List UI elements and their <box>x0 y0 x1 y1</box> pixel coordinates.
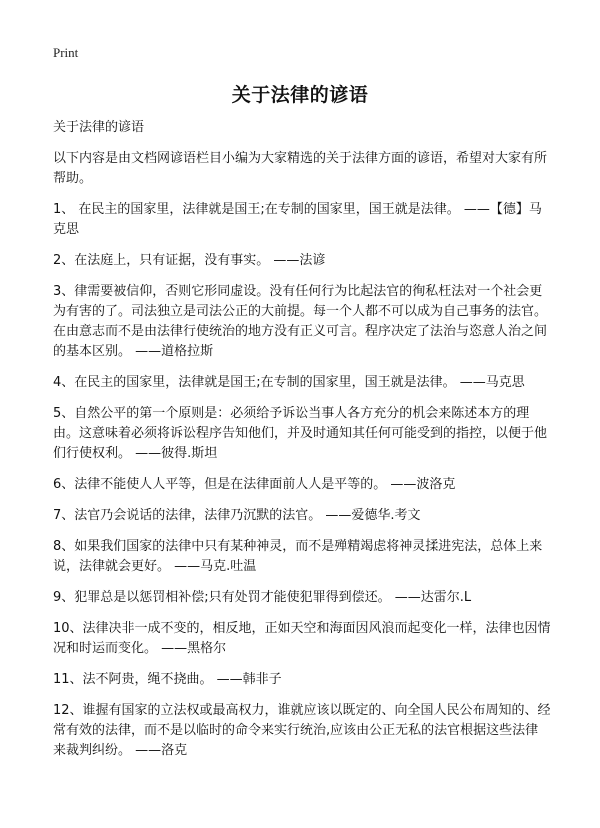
quote-paragraph-5: 5、自然公平的第一个原则是：必须给予诉讼当事人各方充分的机会来陈述本方的理由。这意味着必须将诉讼程序告知他们，并及时通知其任何可能受到的指控，以便于他们行使权利。 ——彼得.斯坦 <box>53 406 548 461</box>
quote-paragraph-8: 8、如果我们国家的法律中只有某种神灵，而不是殚精竭虑将神灵揉进宪法，总体上来说，法律就会更好。 ——马克.吐温 <box>53 539 543 574</box>
article-body <box>53 118 551 772</box>
intro-paragraph: 以下内容是由文档网谚语栏目小编为大家精选的关于法律方面的谚语，希望对大家有所帮助。 <box>53 151 548 186</box>
article-subtitle: 关于法律的谚语 <box>53 120 145 135</box>
quote-paragraph-11: 11、法不阿贵，绳不挠曲。 ——韩非子 <box>53 672 282 687</box>
quote-paragraph-10: 10、法律决非一成不变的，相反地，正如天空和海面因风浪而起变化一样，法律也因情况和时运而变化。 ——黑格尔 <box>53 621 551 656</box>
quote-paragraph-7: 7、法官乃会说话的法律，法律乃沉默的法官。 ——爱德华.考文 <box>53 508 421 523</box>
quote-paragraph-2: 2、在法庭上，只有证据，没有事实。 ——法谚 <box>53 253 326 268</box>
quote-paragraph-3: 3、律需要被信仰，否则它形同虚设。没有任何行为比起法官的徇私枉法对一个社会更为有害的了。司法独立是司法公正的大前提。每一个人都不可以成为自己事务的法官。在由意志而不是由法律行使统治的地方没有正义可言。程序决定了法治与恣意人治之间的基本区别。 ——道格拉斯 <box>53 284 548 359</box>
quote-paragraph-9: 9、犯罪总是以惩罚相补偿;只有处罚才能使犯罪得到偿还。 ——达雷尔.L <box>53 590 472 605</box>
page-title: 关于法律的谚语 <box>231 84 369 106</box>
quote-paragraph-1: 1、 在民主的国家里，法律就是国王;在专制的国家里，国王就是法律。 ——【德】马克思 <box>53 202 542 237</box>
quote-paragraph-12: 12、谁握有国家的立法权或最高权力，谁就应该以既定的、向全国人民公布周知的、经常有效的法律，而不是以临时的命令来实行统治,应该由公正无私的法官根据这些法律来裁判纠纷。 ——洛克 <box>53 703 551 758</box>
quote-paragraph-4: 4、在民主的国家里，法律就是国王;在专制的国家里，国王就是法律。 ——马克思 <box>53 375 525 390</box>
print-label: Print <box>53 45 79 60</box>
quote-paragraph-6: 6、法律不能使人人平等，但是在法律面前人人是平等的。 ——波洛克 <box>53 477 456 492</box>
